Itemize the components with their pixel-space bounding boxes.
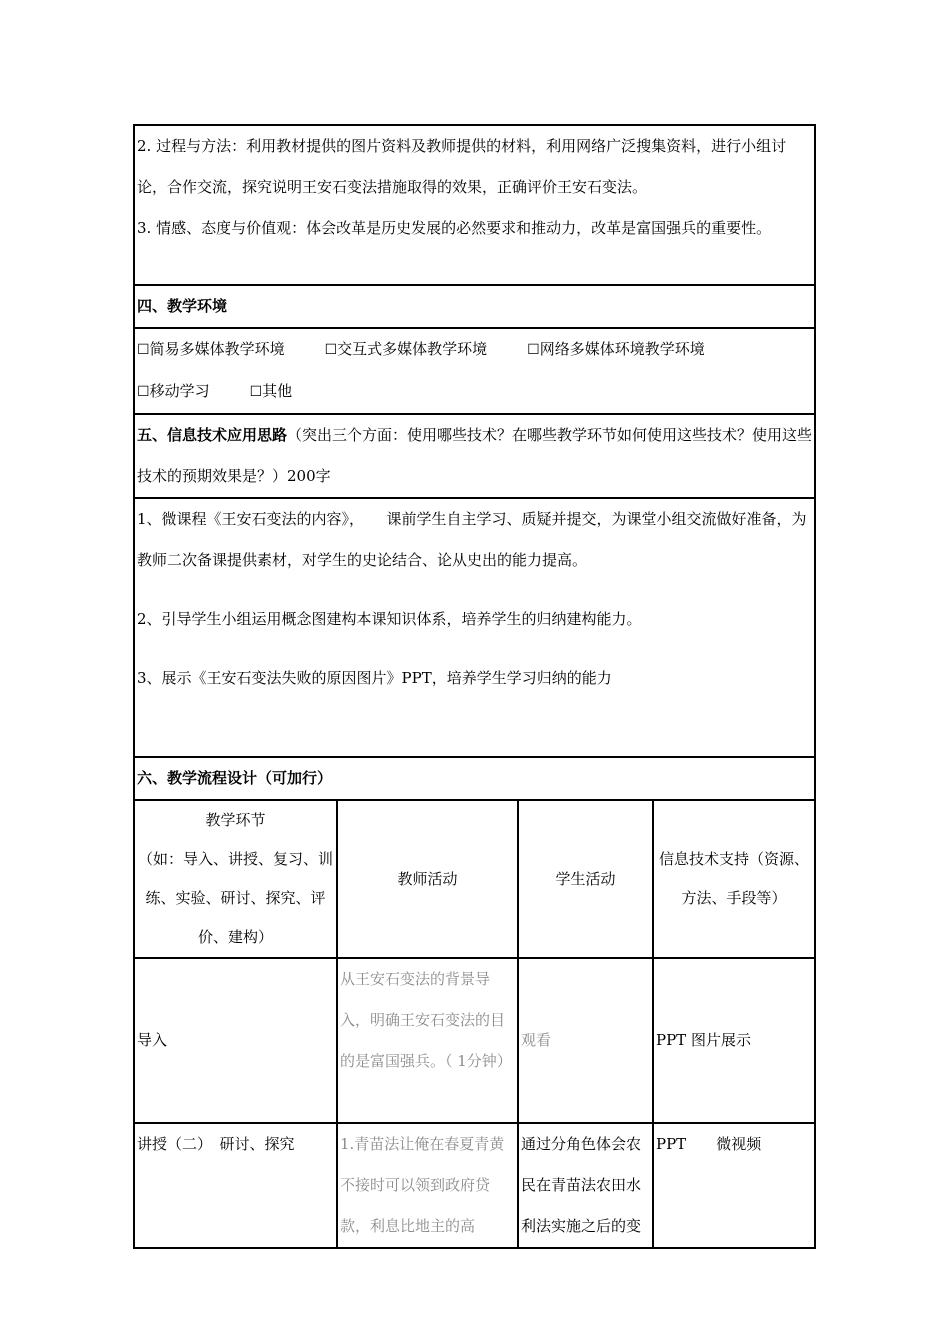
flow-tech-cell: PPT 图片展示 <box>653 958 815 1123</box>
checkbox-icon[interactable]: ☐ <box>137 384 150 400</box>
flow-stage-cell: 讲授（二） 研讨、探究 <box>134 1123 337 1248</box>
objective-process-methods: 2. 过程与方法：利用教材提供的图片资料及教师提供的材料，利用网络广泛搜集资料，进行小组讨论，合作交流，探究说明王安石变法措施取得的效果，正确评价王安石变法。 <box>137 137 787 196</box>
flow-header-stage: 教学环节 （如：导入、讲授、复习、训练、实验、研讨、探究、评价、建构） <box>134 800 337 958</box>
it-approach-title: 五、信息技术应用思路（突出三个方面：使用哪些技术？在哪些教学环节如何使用这些技术？使用这些技术的预期效果是？）200字 <box>134 414 815 498</box>
it-approach-title-row <box>134 414 815 498</box>
environment-title: 四、教学环境 <box>134 285 815 328</box>
flow-student-cell: 通过分角色体会农民在青苗法农田水利法实施之后的变 <box>518 1123 653 1248</box>
env-option-other[interactable]: ☐其他 <box>249 382 293 400</box>
env-option-simple-multimedia[interactable]: ☐简易多媒体教学环境 <box>137 340 285 358</box>
checkbox-icon[interactable]: ☐ <box>137 342 150 358</box>
env-option-interactive-multimedia[interactable]: ☐交互式多媒体教学环境 <box>324 340 488 358</box>
environment-options-line-2 <box>137 371 812 413</box>
checkbox-icon[interactable]: ☐ <box>527 342 540 358</box>
flow-teacher-cell: 从王安石变法的背景导入，明确王安石变法的目的是富国强兵。（ 1分钟） <box>337 958 518 1123</box>
it-approach-item-3: 3、展示《王安石变法失败的原因图片》PPT，培养学生学习归纳的能力 <box>137 669 612 687</box>
flow-row-intro <box>134 958 815 1123</box>
flow-header-student: 学生活动 <box>518 800 653 958</box>
environment-options-row <box>134 328 815 414</box>
flow-title: 六、教学流程设计（可加行） <box>134 757 815 800</box>
flow-row-lecture <box>134 1123 815 1248</box>
environment-title-row <box>134 285 815 328</box>
it-approach-content-row <box>134 498 815 757</box>
it-approach-item-2: 2、引导学生小组运用概念图建构本课知识体系，培养学生的归纳建构能力。 <box>137 610 642 628</box>
lesson-plan-page <box>133 124 814 1249</box>
flow-teacher-cell: 1.青苗法让俺在春夏青黄不接时可以领到政府贷款，利息比地主的高 <box>337 1123 518 1248</box>
flow-header-row <box>134 800 815 958</box>
checkbox-icon[interactable]: ☐ <box>249 384 263 400</box>
flow-header-tech: 信息技术支持（资源、方法、手段等） <box>653 800 815 958</box>
flow-title-row <box>134 757 815 800</box>
checkbox-icon[interactable]: ☐ <box>324 342 338 358</box>
lesson-plan-table <box>133 124 816 1249</box>
env-option-mobile-learning[interactable]: ☐移动学习 <box>137 382 210 400</box>
env-option-network-multimedia[interactable]: ☐网络多媒体环境教学环境 <box>527 340 705 358</box>
it-approach-item-1: 1、微课程《王安石变法的内容》， 课前学生自主学习、质疑并提交，为课堂小组交流做好准备，为教师二次备课提供素材，对学生的史论结合、论从史出的能力提高。 <box>137 510 807 569</box>
objective-emotion-values: 3. 情感、态度与价值观：体会改革是历史发展的必然要求和推动力，改革是富国强兵的重要性。 <box>137 219 772 237</box>
flow-header-teacher: 教师活动 <box>337 800 518 958</box>
flow-student-cell: 观看 <box>518 958 653 1123</box>
flow-tech-cell: PPT 微视频 <box>653 1123 815 1248</box>
objectives-row <box>134 125 815 285</box>
environment-options-line-1 <box>137 329 812 371</box>
flow-stage-cell: 导入 <box>134 958 337 1123</box>
